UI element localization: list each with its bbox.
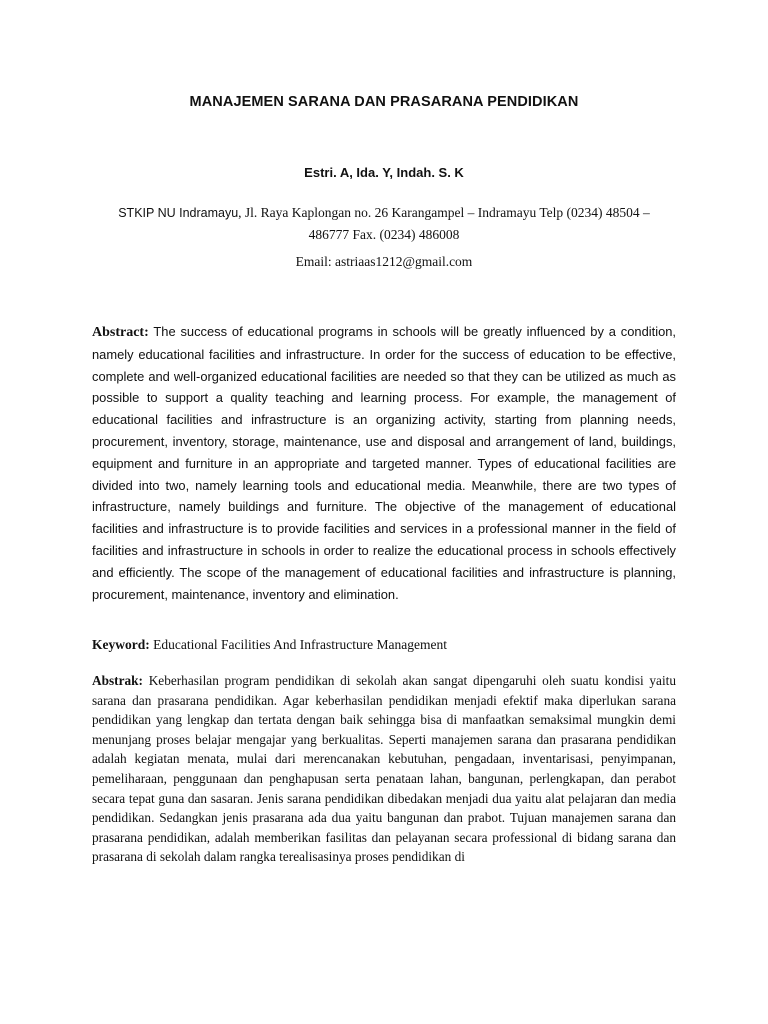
author-email: Email: astriaas1212@gmail.com <box>295 254 473 269</box>
keywords <box>92 637 676 653</box>
author-affiliation <box>92 202 676 246</box>
abstrak-label: Abstrak: <box>92 673 143 688</box>
abstract-english <box>92 321 676 605</box>
abstrak-body: Keberhasilan program pendidikan di sekolah akan sangat dipengaruhi oleh suatu kondisi yaitu sarana dan prasarana pendidikan. Agar keberhasilan pendidikan menjadi efektif maka diperlukan sarana pendidikan yang lengkap dan tertata dengan baik sehingga bisa di manfaatkan semaksimal mungkin demi menunjang proses belajar mengajar yang berkualitas. Seperti manajemen sarana dan prasarana pendidikan adalah kegiatan menata, mulai dari merencanakan kebutuhan, pengadaan, inventarisasi, penyimpanan, pemeliharaan, penggunaan dan penghapusan serta penataan lahan, bangunan, perlengkapan, dan perabot secara tepat guna dan sasaran. Jenis sarana pendidikan dibedakan menjadi dua yaitu alat pelajaran dan media pendidikan. Sedangkan jenis prasarana ada dua yaitu bangunan dan prabot. Tujuan manajemen sarana dan prasarana pendidikan, adalah memberikan fasilitas dan pelayanan secara professional di bidang sarana dan prasarana di sekolah dalam rangka terealisasinya proses pendidikan di <box>92 673 676 865</box>
paper-title: MANAJEMEN SARANA DAN PRASARANA PENDIDIKAN <box>189 94 579 110</box>
affiliation-address: , Jl. Raya Kaplongan no. 26 Karangampel – Indramayu Telp (0234) 48504 – <box>238 205 650 220</box>
author-list: Estri. A, Ida. Y, Indah. S. K <box>304 165 464 180</box>
abstract-body: The success of educational programs in schools will be greatly influenced by a condition, namely educational facilities and infrastructure. In order for the success of education to be effective, complete and well-organized educational facilities are needed so that they can be utilized as much as possible to support a quality teaching and learning process. For example, the management of educational facilities and infrastructure is an organizing activity, starting from planning needs, procurement, inventory, storage, maintenance, use and disposal and arrangement of land, buildings, equipment and furniture in an appropriate and targeted manner. Types of educational facilities are divided into two, namely learning tools and educational media. Meanwhile, there are two types of infrastructure, namely buildings and furniture. The objective of the management of educational facilities and infrastructure is to provide facilities and services in a professional manner in the field of facilities and infrastructure in schools in order to realize the educational process in schools effectively and efficiently. The scope of the management of educational facilities and infrastructure is planning, procurement, maintenance, inventory and elimination. <box>92 324 676 602</box>
abstract-indonesian <box>92 671 676 867</box>
affiliation-contact: 486777 Fax. (0234) 486008 <box>308 227 460 242</box>
keyword-label: Keyword: <box>92 637 150 652</box>
affiliation-institution: STKIP NU Indramayu <box>118 206 239 220</box>
abstract-label: Abstract: <box>92 325 149 340</box>
keyword-body: Educational Facilities And Infrastructure Management <box>149 637 448 652</box>
